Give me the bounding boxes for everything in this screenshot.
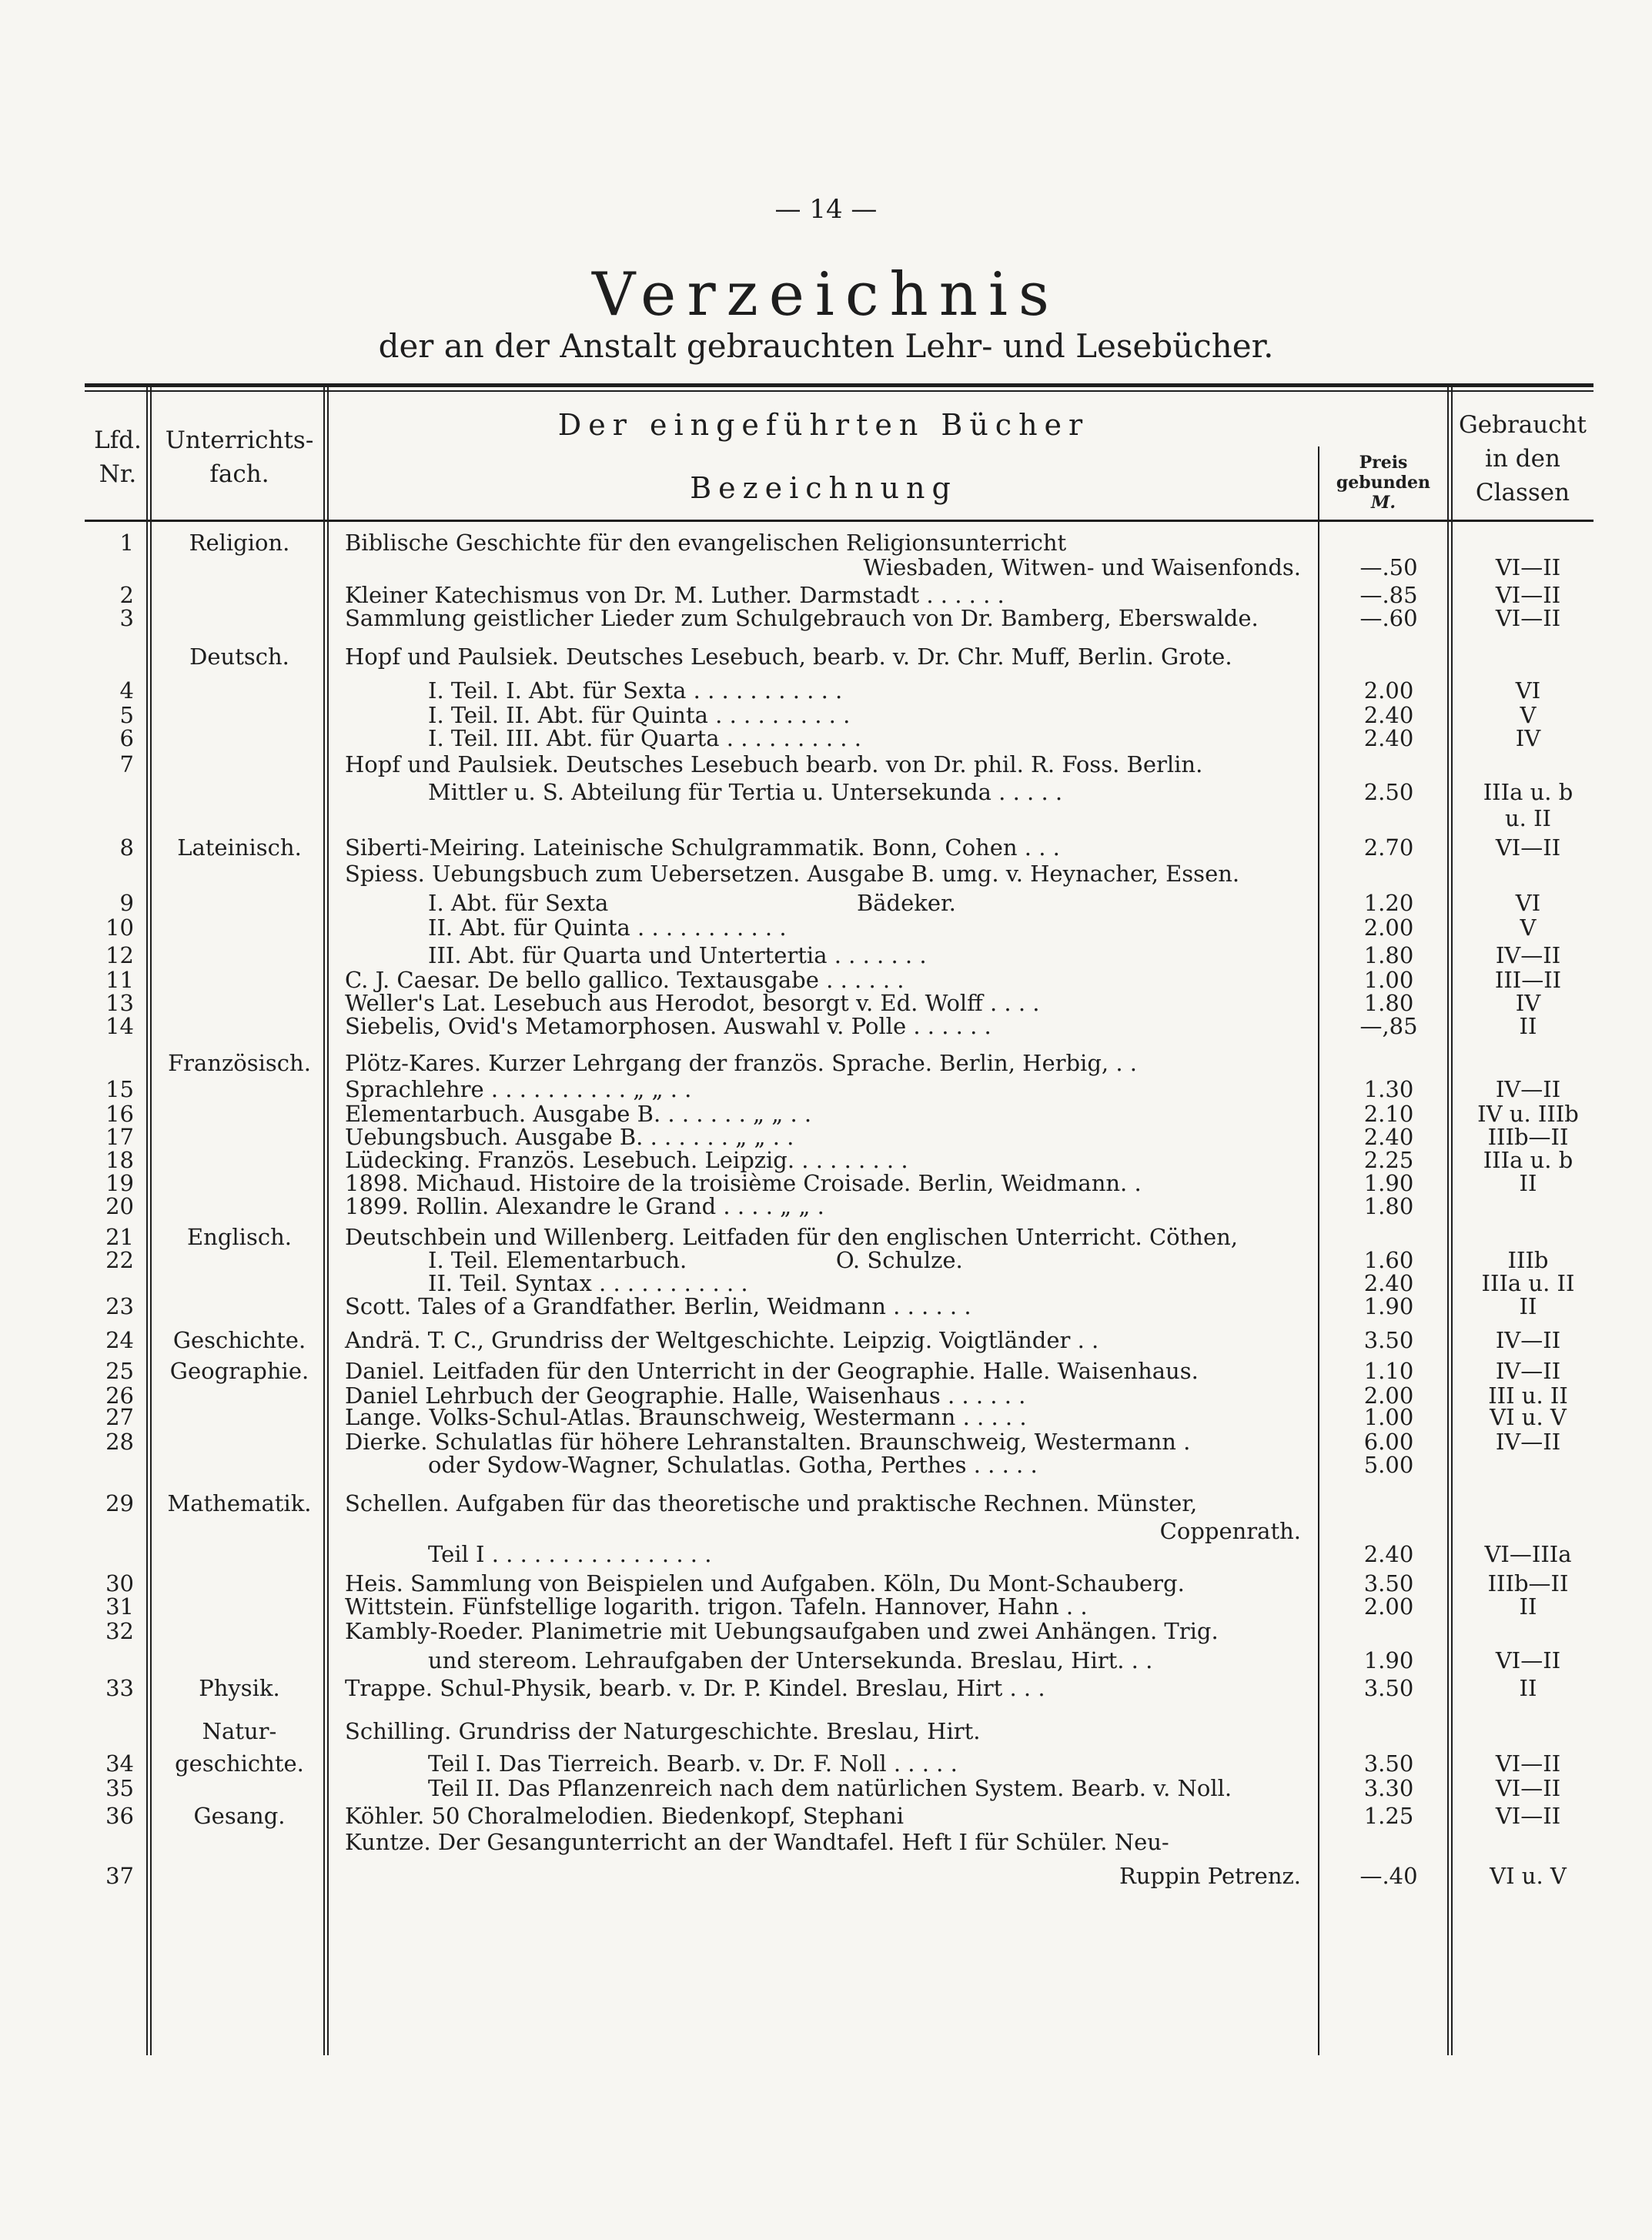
- row-book-description: I. Teil. III. Abt. für Quarta . . . . . . . . . .: [428, 725, 861, 751]
- row-price: 1.20: [1363, 890, 1414, 916]
- row-number: 16: [105, 1101, 134, 1127]
- header-cls-line2: in den: [1485, 445, 1560, 473]
- header-cls-line1: Gebraucht: [1458, 411, 1587, 439]
- header-fach-line1: Unterrichts-: [165, 426, 314, 454]
- row-classes: III u. II: [1488, 1382, 1568, 1409]
- row-subject: Mathematik.: [167, 1490, 312, 1516]
- row-book-description: Elementarbuch. Ausgabe B. . . . . . . „ „ . .: [345, 1101, 812, 1127]
- row-price: 6.00: [1363, 1429, 1414, 1455]
- row-book-description: Kuntze. Der Gesangunterricht an der Wandtafel. Heft I für Schüler. Neu-: [345, 1829, 1169, 1855]
- row-book-description: I. Teil. Elementarbuch. O. Schulze.: [428, 1247, 963, 1273]
- row-subject: Gesang.: [193, 1803, 286, 1829]
- row-classes: IV—II: [1495, 1327, 1561, 1353]
- row-number: 13: [105, 990, 134, 1016]
- row-book-description: Mittler u. S. Abteilung für Tertia u. Untersekunda . . . . .: [428, 779, 1063, 805]
- row-classes: VI: [1515, 677, 1541, 704]
- row-book-description: I. Teil. II. Abt. für Quinta . . . . . . . . . .: [428, 702, 851, 728]
- row-price: 3.50: [1363, 1750, 1414, 1777]
- row-classes: IV u. IIIb: [1477, 1101, 1579, 1127]
- row-classes: VI—II: [1495, 1803, 1561, 1829]
- col-divider-fach-2: [327, 385, 329, 2055]
- row-classes: IV—II: [1495, 1076, 1561, 1102]
- col-divider-preis: [1318, 446, 1319, 2055]
- row-number: 17: [105, 1124, 134, 1150]
- row-number: 25: [105, 1358, 134, 1384]
- row-number: 2: [119, 582, 134, 608]
- row-book-description: Schellen. Aufgaben für das theoretische und praktische Rechnen. Münster,: [345, 1490, 1198, 1516]
- row-book-description: III. Abt. für Quarta und Untertertia . . . . . . .: [428, 942, 927, 968]
- row-number: 11: [105, 967, 134, 993]
- row-classes: IIIb: [1507, 1247, 1549, 1273]
- row-classes: II: [1519, 1293, 1537, 1319]
- row-price: —.85: [1359, 582, 1418, 608]
- row-number: 6: [119, 725, 134, 751]
- row-book-description: Heis. Sammlung von Beispielen und Aufgaben. Köln, Du Mont-Schauberg.: [345, 1570, 1185, 1596]
- row-price: 2.00: [1363, 1382, 1414, 1409]
- row-number: 33: [105, 1675, 134, 1701]
- row-subject: Lateinisch.: [177, 834, 302, 861]
- col-divider-nr: [146, 385, 148, 2055]
- row-price: —.60: [1359, 605, 1418, 631]
- row-book-description: Uebungsbuch. Ausgabe B. . . . . . . „ „ . .: [345, 1124, 794, 1150]
- row-classes: II: [1519, 1170, 1537, 1196]
- row-subject: Natur-: [202, 1718, 277, 1744]
- row-classes: VI—II: [1495, 1775, 1561, 1801]
- row-price: 1.00: [1363, 1404, 1414, 1430]
- row-classes: u. II: [1504, 805, 1552, 831]
- row-classes: IIIb—II: [1487, 1570, 1569, 1596]
- row-number: 31: [105, 1593, 134, 1620]
- row-book-description: I. Teil. I. Abt. für Sexta . . . . . . . . . . .: [428, 677, 843, 704]
- row-number: 3: [119, 605, 134, 631]
- row-book-description: und stereom. Lehraufgaben der Untersekunda. Breslau, Hirt. . .: [428, 1647, 1153, 1673]
- row-number: 27: [105, 1404, 134, 1430]
- row-price: 5.00: [1363, 1452, 1414, 1478]
- row-book-description: I. Abt. für Sexta Bädeker.: [428, 890, 956, 916]
- row-price: 1.60: [1363, 1247, 1414, 1273]
- row-book-description: Spiess. Uebungsbuch zum Uebersetzen. Ausgabe B. umg. v. Heynacher, Essen.: [345, 861, 1240, 887]
- row-classes: IIIb—II: [1487, 1124, 1569, 1150]
- header-group: Der eingeführten Bücher: [557, 408, 1090, 442]
- row-book-description: Biblische Geschichte für den evangelischen Religionsunterricht: [345, 530, 1067, 556]
- row-classes: II: [1519, 1593, 1537, 1620]
- row-number: 9: [119, 890, 134, 916]
- row-number: 32: [105, 1618, 134, 1644]
- row-book-description: Köhler. 50 Choralmelodien. Biedenkopf, Stephani: [345, 1803, 905, 1829]
- row-book-description: Andrä. T. C., Grundriss der Weltgeschichte. Leipzig. Voigtländer . .: [345, 1327, 1099, 1353]
- row-book-description: Wiesbaden, Witwen- und Waisenfonds.: [863, 554, 1301, 580]
- header-cls-line3: Classen: [1475, 479, 1570, 507]
- row-classes: IV: [1515, 725, 1541, 751]
- row-classes: IIIa u. II: [1481, 1270, 1575, 1296]
- row-subject: Französisch.: [168, 1050, 311, 1076]
- row-classes: IIIa u. b: [1483, 1147, 1573, 1173]
- row-number: 8: [119, 834, 134, 861]
- row-number: 20: [105, 1193, 134, 1219]
- row-classes: VI—II: [1495, 834, 1561, 861]
- header-lfd: [83, 423, 152, 491]
- row-subject: Deutsch.: [189, 644, 289, 670]
- row-book-description: Schilling. Grundriss der Naturgeschichte. Breslau, Hirt.: [345, 1718, 981, 1744]
- row-book-description: Lange. Volks-Schul-Atlas. Braunschweig, Westermann . . . . .: [345, 1404, 1027, 1430]
- row-book-description: Kleiner Katechismus von Dr. M. Luther. Darmstadt . . . . . .: [345, 582, 1005, 608]
- row-book-description: Scott. Tales of a Grandfather. Berlin, Weidmann . . . . . .: [345, 1293, 971, 1319]
- header-nr-label: Nr.: [99, 460, 137, 488]
- header-preis-unit: M.: [1370, 493, 1396, 513]
- row-price: 2.40: [1363, 725, 1414, 751]
- row-subject: Religion.: [189, 530, 290, 556]
- row-price: 2.00: [1363, 1593, 1414, 1620]
- row-number: 14: [105, 1013, 134, 1039]
- row-book-description: Coppenrath.: [1159, 1518, 1301, 1544]
- row-book-description: Hopf und Paulsiek. Deutsches Lesebuch, bearb. v. Dr. Chr. Muff, Berlin. Grote.: [345, 644, 1232, 670]
- row-number: 22: [105, 1247, 134, 1273]
- page-subtitle: der an der Anstalt gebrauchten Lehr- und Lesebücher.: [378, 327, 1274, 365]
- row-book-description: Daniel Lehrbuch der Geographie. Halle, Waisenhaus . . . . . .: [345, 1382, 1026, 1409]
- row-classes: IV—II: [1495, 942, 1561, 968]
- row-price: 1.00: [1363, 967, 1414, 993]
- row-price: 1.90: [1363, 1293, 1414, 1319]
- row-subject: Geographie.: [169, 1358, 309, 1384]
- row-classes: IV—II: [1495, 1358, 1561, 1384]
- row-price: 2.40: [1363, 702, 1414, 728]
- row-book-description: Teil I. Das Tierreich. Bearb. v. Dr. F. Noll . . . . .: [428, 1750, 958, 1777]
- row-number: 23: [105, 1293, 134, 1319]
- col-divider-fach: [323, 385, 325, 2055]
- row-classes: VI u. V: [1490, 1863, 1567, 1889]
- row-number: 1: [119, 530, 134, 556]
- row-price: 1.80: [1363, 1193, 1414, 1219]
- row-number: 12: [105, 942, 134, 968]
- row-number: 7: [119, 751, 134, 777]
- row-number: 28: [105, 1429, 134, 1455]
- row-price: 2.50: [1363, 779, 1414, 805]
- row-classes: II: [1519, 1013, 1537, 1039]
- row-book-description: 1899. Rollin. Alexandre le Grand . . . . „ „ .: [345, 1193, 824, 1219]
- row-price: —.50: [1359, 554, 1418, 580]
- row-number: 26: [105, 1382, 134, 1409]
- row-classes: V: [1520, 914, 1537, 941]
- row-price: 1.30: [1363, 1076, 1414, 1102]
- row-price: 3.50: [1363, 1675, 1414, 1701]
- row-price: —.40: [1359, 1863, 1418, 1889]
- row-book-description: Siberti-Meiring. Lateinische Schulgrammatik. Bonn, Cohen . . .: [345, 834, 1060, 861]
- header-preis: [1319, 453, 1447, 513]
- col-divider-nr-2: [150, 385, 152, 2055]
- row-book-description: Teil I . . . . . . . . . . . . . . . .: [428, 1541, 712, 1567]
- row-classes: IV—II: [1495, 1429, 1561, 1455]
- row-number: 15: [105, 1076, 134, 1102]
- row-price: 3.50: [1363, 1327, 1414, 1353]
- row-book-description: Hopf und Paulsiek. Deutsches Lesebuch bearb. von Dr. phil. R. Foss. Berlin.: [345, 751, 1203, 777]
- row-number: 36: [105, 1803, 134, 1829]
- header-fach: [154, 423, 325, 491]
- row-number: 24: [105, 1327, 134, 1353]
- header-fach-line2: fach.: [209, 460, 269, 488]
- row-classes: V: [1520, 702, 1537, 728]
- row-book-description: Weller's Lat. Lesebuch aus Herodot, besorgt v. Ed. Wolff . . . .: [345, 990, 1040, 1016]
- row-classes: VI—IIIa: [1484, 1541, 1572, 1567]
- row-book-description: C. J. Caesar. De bello gallico. Textausgabe . . . . . .: [345, 967, 905, 993]
- row-price: 2.40: [1363, 1541, 1414, 1567]
- row-number: 21: [105, 1224, 134, 1250]
- row-price: 3.50: [1363, 1570, 1414, 1596]
- row-classes: VI—II: [1495, 605, 1561, 631]
- row-book-description: Deutschbein und Willenberg. Leitfaden für den englischen Unterricht. Cöthen,: [345, 1224, 1239, 1250]
- row-book-description: Sprachlehre . . . . . . . . . . „ „ . .: [345, 1076, 692, 1102]
- row-number: 29: [105, 1490, 134, 1516]
- row-classes: VI u. V: [1490, 1404, 1567, 1430]
- row-classes: IIIa u. b: [1483, 779, 1573, 805]
- row-number: 18: [105, 1147, 134, 1173]
- header-preis-line1: Preis: [1359, 453, 1408, 473]
- page-number: — 14 —: [774, 194, 878, 225]
- row-price: 2.70: [1363, 834, 1414, 861]
- row-price: 2.00: [1363, 914, 1414, 941]
- header-bottom-rule: [85, 520, 1593, 522]
- header-bezeichnung: Bezeichnung: [690, 471, 958, 505]
- row-subject: Geschichte.: [172, 1327, 306, 1353]
- row-book-description: Sammlung geistlicher Lieder zum Schulgebrauch von Dr. Bamberg, Eberswalde.: [345, 605, 1259, 631]
- row-book-description: Lüdecking. Französ. Lesebuch. Leipzig. . . . . . . . .: [345, 1147, 908, 1173]
- row-price: 1.80: [1363, 990, 1414, 1016]
- row-book-description: II. Abt. für Quinta . . . . . . . . . . .: [428, 914, 787, 941]
- row-book-description: oder Sydow-Wagner, Schulatlas. Gotha, Perthes . . . . .: [428, 1452, 1038, 1478]
- row-book-description: 1898. Michaud. Histoire de la troisième Croisade. Berlin, Weidmann. .: [345, 1170, 1142, 1196]
- row-price: 2.10: [1363, 1101, 1414, 1127]
- row-price: 2.40: [1363, 1124, 1414, 1150]
- row-classes: VI—II: [1495, 554, 1561, 580]
- row-number: 34: [105, 1750, 134, 1777]
- header-classes: [1453, 408, 1592, 510]
- row-number: 37: [105, 1863, 134, 1889]
- row-price: 3.30: [1363, 1775, 1414, 1801]
- row-classes: VI: [1515, 890, 1541, 916]
- page-title: Verzeichnis: [592, 260, 1060, 329]
- row-subject: Englisch.: [187, 1224, 292, 1250]
- table-top-rule-thin: [85, 390, 1593, 392]
- row-price: 1.80: [1363, 942, 1414, 968]
- row-book-description: Dierke. Schulatlas für höhere Lehranstalten. Braunschweig, Westermann .: [345, 1429, 1191, 1455]
- row-number: 30: [105, 1570, 134, 1596]
- row-book-description: Ruppin Petrenz.: [1119, 1863, 1301, 1889]
- row-classes: VI—II: [1495, 1647, 1561, 1673]
- row-book-description: Wittstein. Fünfstellige logarith. trigon. Tafeln. Hannover, Hahn . .: [345, 1593, 1088, 1620]
- row-subject: Physik.: [199, 1675, 280, 1701]
- row-price: 1.90: [1363, 1647, 1414, 1673]
- row-classes: VI—II: [1495, 582, 1561, 608]
- row-price: 2.25: [1363, 1147, 1414, 1173]
- table-top-rule: [85, 383, 1593, 387]
- row-book-description: Trappe. Schul-Physik, bearb. v. Dr. P. Kindel. Breslau, Hirt . . .: [345, 1675, 1045, 1701]
- row-book-description: Daniel. Leitfaden für den Unterricht in der Geographie. Halle. Waisenhaus.: [345, 1358, 1199, 1384]
- row-number: 4: [119, 677, 134, 704]
- row-number: 10: [105, 914, 134, 941]
- header-lfd-label: Lfd.: [94, 426, 142, 454]
- row-classes: III—II: [1494, 967, 1562, 993]
- row-price: 2.00: [1363, 677, 1414, 704]
- row-price: 2.40: [1363, 1270, 1414, 1296]
- row-subject: geschichte.: [175, 1750, 304, 1777]
- row-classes: VI—II: [1495, 1750, 1561, 1777]
- row-number: 5: [119, 702, 134, 728]
- row-number: 35: [105, 1775, 134, 1801]
- row-price: 1.25: [1363, 1803, 1414, 1829]
- row-number: 19: [105, 1170, 134, 1196]
- row-classes: II: [1519, 1675, 1537, 1701]
- header-preis-line2: gebunden: [1336, 473, 1431, 493]
- row-classes: IV: [1515, 990, 1541, 1016]
- row-book-description: II. Teil. Syntax . . . . . . . . . . .: [428, 1270, 748, 1296]
- row-book-description: Kambly-Roeder. Planimetrie mit Uebungsaufgaben und zwei Anhängen. Trig.: [345, 1618, 1219, 1644]
- row-book-description: Teil II. Das Pflanzenreich nach dem natürlichen System. Bearb. v. Noll.: [428, 1775, 1232, 1801]
- row-book-description: Siebelis, Ovid's Metamorphosen. Auswahl v. Polle . . . . . .: [345, 1013, 992, 1039]
- row-price: 1.90: [1363, 1170, 1414, 1196]
- row-book-description: Plötz-Kares. Kurzer Lehrgang der französ. Sprache. Berlin, Herbig, . .: [345, 1050, 1137, 1076]
- row-price: 1.10: [1363, 1358, 1414, 1384]
- row-price: —,85: [1359, 1013, 1418, 1039]
